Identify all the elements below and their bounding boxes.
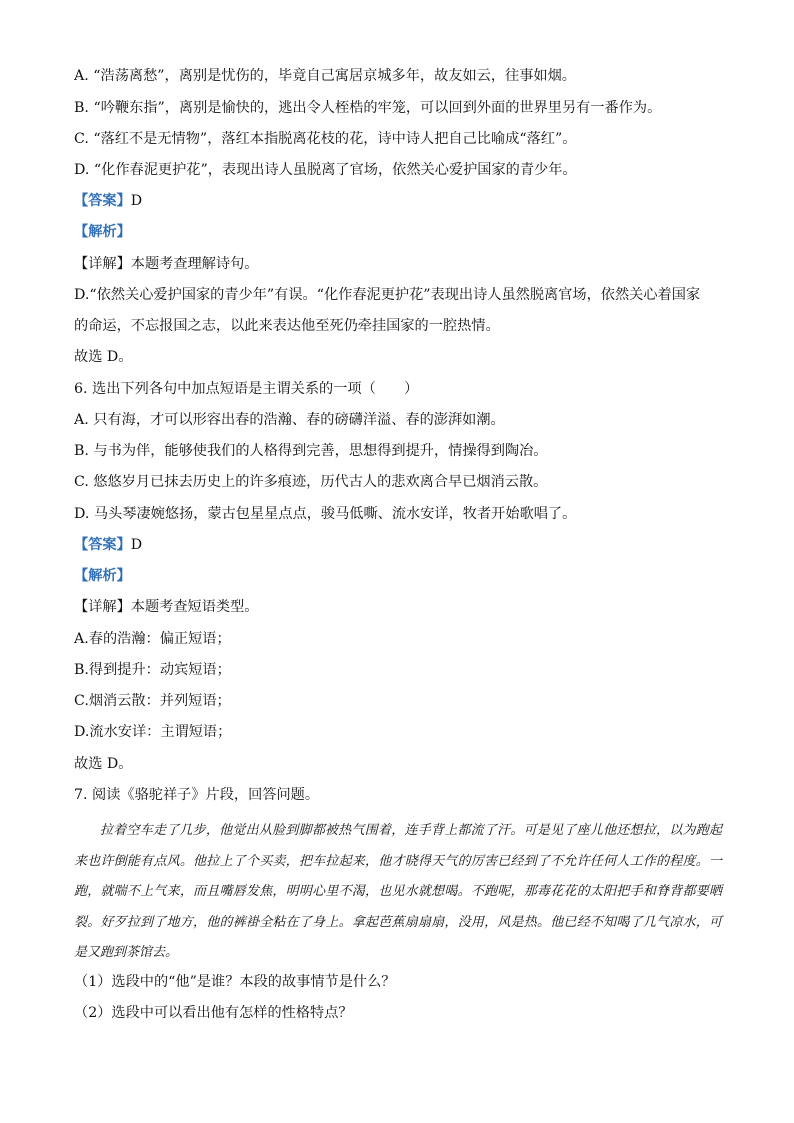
answer-tag: 【答案】 (74, 537, 131, 553)
q5-analysis-heading (74, 222, 734, 242)
q7-passage: 拉着空车走了几步，他觉出从脸到脚都被热气围着，连手背上都流了汗。可是见了座儿他还想拉，以为跑起来也许倒能有点风。他拉上了个买卖，把车拉起来，他才晓得天气的厉害已经到了不允许任何人工作的程度。一跑，就喘不上气来，而且嘴唇发焦，明明心里不渴，也见水就想喝。不跑呢，那毒花花的太阳把手和脊背都要晒裂。好歹拉到了地方，他的裤褂全粘在了身上。拿起芭蕉扇扇扇，没用，风是热。他已经不知喝了几气凉水，可是又跑到茶馆去。 (74, 823, 722, 960)
q5-detail: 【详解】本题考查理解诗句。 (74, 256, 259, 272)
q5-conclusion: 故选 D。 (74, 349, 133, 365)
q5-option-d: D. “化作春泥更护花”，表现出诗人虽脱离了官场，依然关心爱护国家的青少年。 (74, 162, 577, 178)
answer-tag: 【答案】 (74, 193, 131, 209)
q6-option-c: C. 悠悠岁月已抹去历史上的许多痕迹，历代古人的悲欢离合早已烟消云散。 (74, 474, 548, 490)
q5-option-c: C. “落红不是无情物”，落红本指脱离花枝的花，诗中诗人把自己比喻成“落红”。 (74, 131, 577, 147)
q6-detail: 【详解】本题考查短语类型。 (74, 599, 259, 615)
q7-subquestion-2: （2）选段中可以看出他有怎样的性格特点？ (74, 1005, 353, 1021)
q6-option-a: A. 只有海，才可以形容出春的浩瀚、春的磅礴洋溢、春的澎湃如潮。 (74, 412, 505, 428)
q7-stem: 7. 阅读《骆驼祥子》片段，回答问题。 (74, 787, 320, 803)
answer-value: D (130, 537, 143, 553)
q6-item-b: B.得到提升：动宾短语； (74, 662, 231, 678)
q7-subquestion-1: （1）选段中的“他”是谁？本段的故事情节是什么？ (74, 974, 396, 990)
analysis-tag: 【解析】 (74, 568, 131, 584)
q6-option-d: D. 马头琴凄婉悠扬，蒙古包星星点点，骏马低嘶、流水安详，牧者开始歌唱了。 (74, 506, 577, 522)
q6-conclusion: 故选 D。 (74, 756, 133, 772)
q5-explain-line-1: D.“依然关心爱护国家的青少年”有误。“化作春泥更护花”表现出诗人虽然脱离官场，依然关心着国家 (74, 287, 701, 303)
q5-answer (74, 191, 734, 211)
analysis-tag: 【解析】 (74, 224, 131, 240)
q6-answer (74, 535, 734, 555)
q6-item-d: D.流水安详：主谓短语； (74, 724, 232, 740)
q6-stem: 6. 选出下列各句中加点短语是主谓关系的一项（ ） (74, 381, 419, 397)
q6-item-c: C.烟消云散：并列短语； (74, 693, 231, 709)
q5-option-b: B. “吟鞭东指”，离别是愉快的，逃出令人桎梏的牢笼，可以回到外面的世界里另有一番作为。 (74, 100, 662, 116)
q6-option-b: B. 与书为伴，能够使我们的人格得到完善，思想得到提升，情操得到陶冶。 (74, 443, 548, 459)
q5-option-a: A. “浩荡离愁”，离别是忧伤的，毕竟自己寓居京城多年，故友如云，往事如烟。 (74, 68, 576, 84)
q5-explain-line-2: 的命运，不忘报国之志，以此来表达他至死仍牵挂国家的一腔热情。 (74, 318, 500, 334)
answer-value: D (130, 193, 143, 209)
q6-analysis-heading (74, 566, 734, 586)
q6-item-a: A.春的浩瀚：偏正短语； (74, 631, 231, 647)
